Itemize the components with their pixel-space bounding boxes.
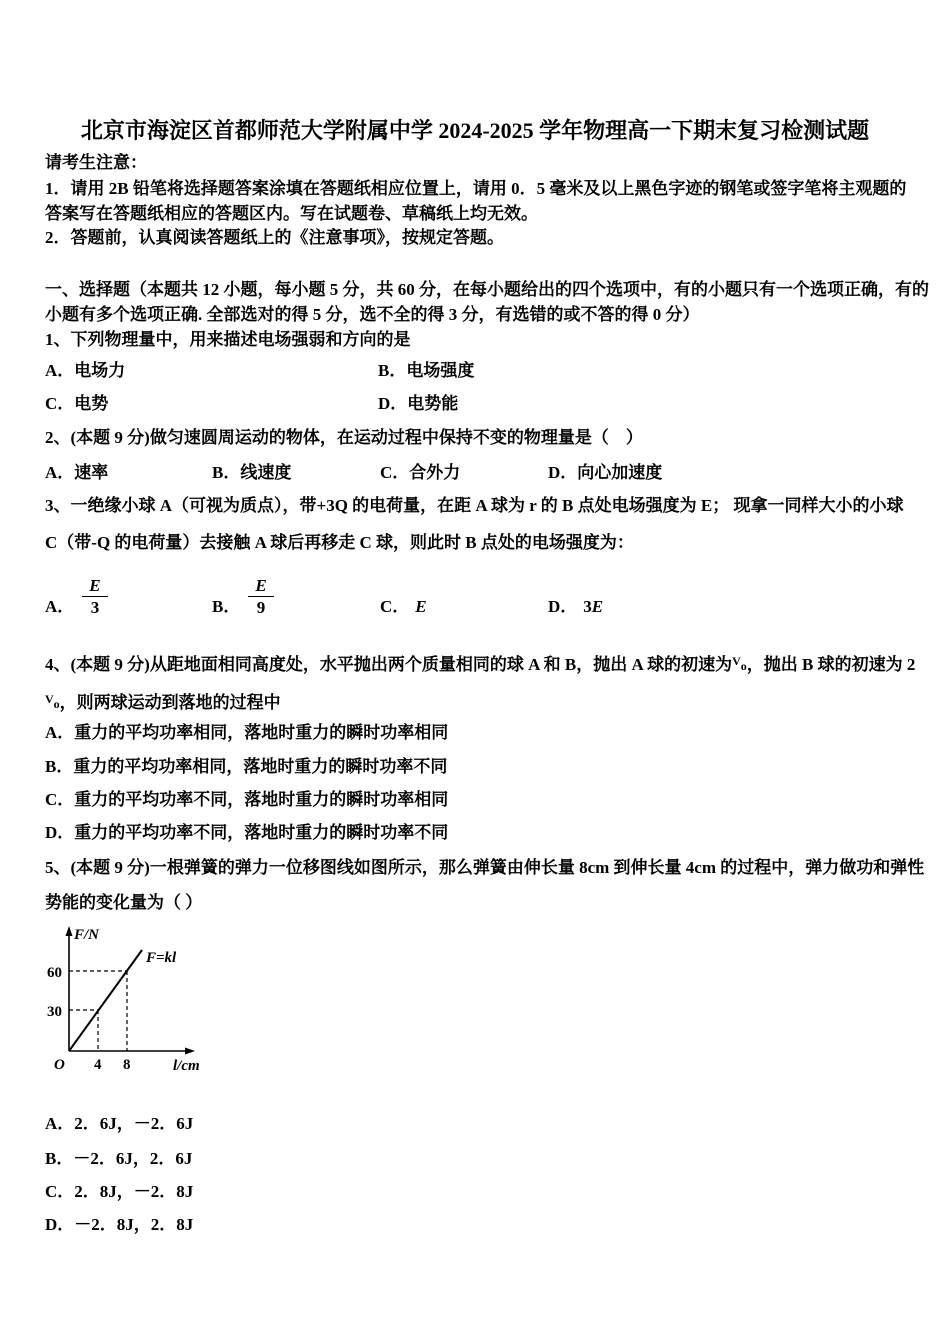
graph-y-axis-label: F/N xyxy=(74,927,100,943)
q4-stem-line-2-text: ，则两球运动到落地的过程中 xyxy=(59,693,281,712)
q5-option-d: D．－2．8J，2．8J xyxy=(45,1215,194,1234)
q4-v0-symbol-o-2: o xyxy=(53,697,60,711)
q4-option-d: D．重力的平均功率不同，落地时重力的瞬时功率不同 xyxy=(45,823,449,842)
q4-option-b: B．重力的平均功率相同，落地时重力的瞬时功率不同 xyxy=(45,757,448,776)
q3-option-c-label: C． xyxy=(380,597,410,616)
q3-option-b-fraction xyxy=(248,575,273,618)
q5-option-a: A．2．6J，－2．6J xyxy=(45,1114,194,1133)
q3-option-a-label: A． xyxy=(45,597,75,616)
q1-option-d: D．电势能 xyxy=(378,394,459,413)
q1-option-a: A．电场力 xyxy=(45,361,126,380)
q3-options-row xyxy=(45,566,905,618)
q2-option-b: B．线速度 xyxy=(212,463,292,482)
notice-line-3: 2．答题前，认真阅读答题纸上的《注意事项》，按规定答题。 xyxy=(45,228,504,247)
q2-option-a: A．速率 xyxy=(45,463,109,482)
q1-options-row-1 xyxy=(45,360,474,382)
q4-stem-line-1 xyxy=(45,650,915,677)
q4-option-a: A．重力的平均功率相同，落地时重力的瞬时功率相同 xyxy=(45,723,449,742)
q5-option-b: B．－2．6J，2．6J xyxy=(45,1149,193,1168)
graph-xtick-4: 4 xyxy=(94,1057,102,1073)
q2-option-d: D．向心加速度 xyxy=(548,463,663,482)
q2-option-c: C．合外力 xyxy=(380,463,461,482)
q3-stem-line-2: C（带-Q 的电荷量）去接触 A 球后再移走 C 球，则此时 B 点处的电场强度为： xyxy=(45,533,634,552)
graph-x-axis-label: l/cm xyxy=(173,1058,200,1074)
graph-xtick-8: 8 xyxy=(123,1057,131,1073)
q3-option-d-coefficient: 3 xyxy=(583,597,592,616)
q3-option-a xyxy=(45,575,108,618)
graph-origin-label: O xyxy=(54,1057,65,1073)
q3-fraction-b-denominator: 9 xyxy=(256,598,266,617)
q3-stem-line-1: 3、一绝缘小球 A（可视为质点），带+3Q 的电荷量，在距 A 球为 r 的 B 点处电场强度为 E； 现拿一同样大小的小球 xyxy=(45,496,904,515)
q5-stem-line-1: 5、(本题 9 分)一根弹簧的弹力一位移图线如图所示，那么弹簧由伸长量 8cm 到伸长量 4cm 的过程中，弹力做功和弹性 xyxy=(45,858,925,877)
notice-line-2: 答案写在答题纸相应的答题区内。写在试题卷、草稿纸上均无效。 xyxy=(45,204,538,223)
graph-x-axis-arrow xyxy=(185,1048,195,1055)
q3-option-d xyxy=(548,596,603,618)
q5-option-c: C．2．8J，－2．8J xyxy=(45,1182,194,1201)
q3-fraction-a-denominator: 3 xyxy=(90,598,100,617)
graph-ytick-30: 30 xyxy=(47,1004,62,1020)
q4-stem-line-1-text: 4、(本题 9 分)从距地面相同高度处，水平抛出两个质量相同的球 A 和 B，抛出 A 球的初速为 xyxy=(45,655,733,674)
q3-option-b xyxy=(212,575,274,618)
notice-heading: 请考生注意： xyxy=(45,153,147,172)
q3-fraction-a-numerator: E xyxy=(82,575,107,597)
section-header-line-2: 小题有多个选项正确. 全部选对的得 5 分，选不全的得 3 分，有选错的或不答的得 0 分） xyxy=(45,305,700,324)
q1-stem: 1、下列物理量中，用来描述电场强弱和方向的是 xyxy=(45,330,411,349)
q3-option-a-fraction xyxy=(82,575,107,618)
q4-v0-symbol-v: V xyxy=(732,654,741,668)
page-title: 北京市海淀区首都师范大学附属中学 2024-2025 学年物理高一下期末复习检测试题 xyxy=(80,118,870,143)
q4-v0-symbol-o: o xyxy=(740,659,747,673)
q3-option-d-label: D． xyxy=(548,597,578,616)
q3-option-b-label: B． xyxy=(212,597,241,616)
q3-option-d-variable: E xyxy=(591,597,604,616)
q3-option-c-value: E xyxy=(415,597,427,616)
q4-option-c: C．重力的平均功率不同，落地时重力的瞬时功率相同 xyxy=(45,790,449,809)
graph-y-axis-arrow xyxy=(66,926,73,936)
section-header-line-1: 一、选择题（本题共 12 小题，每小题 5 分，共 60 分，在每小题给出的四个选项中，有的小题只有一个选项正确，有的 xyxy=(45,280,929,299)
q3-fraction-b-numerator: E xyxy=(248,575,273,597)
graph-ytick-60: 60 xyxy=(47,965,62,981)
q1-option-c: C．电势 xyxy=(45,394,109,413)
q2-options-row xyxy=(45,462,662,484)
q4-stem-line-1-tail: ，抛出 B 球的初速为 2 xyxy=(746,655,916,674)
q5-stem-line-2: 势能的变化量为（ ） xyxy=(45,893,203,912)
q1-options-row-2 xyxy=(45,393,458,415)
notice-line-1: 1．请用 2B 铅笔将选择题答案涂填在答题纸相应位置上，请用 0．5 毫米及以上黑色字迹的钢笔或签字笔将主观题的 xyxy=(45,179,907,198)
q2-stem: 2、(本题 9 分)做匀速圆周运动的物体，在运动过程中保持不变的物理量是（ ） xyxy=(45,428,643,447)
q4-stem-line-2 xyxy=(45,688,281,715)
graph-force-line xyxy=(69,950,142,1051)
force-displacement-graph xyxy=(45,922,220,1080)
graph-line-equation-label: F=kl xyxy=(146,950,177,966)
q3-option-c xyxy=(380,596,427,618)
q1-option-b: B．电场强度 xyxy=(378,361,475,380)
q4-v0-symbol-v-2: V xyxy=(45,692,54,706)
